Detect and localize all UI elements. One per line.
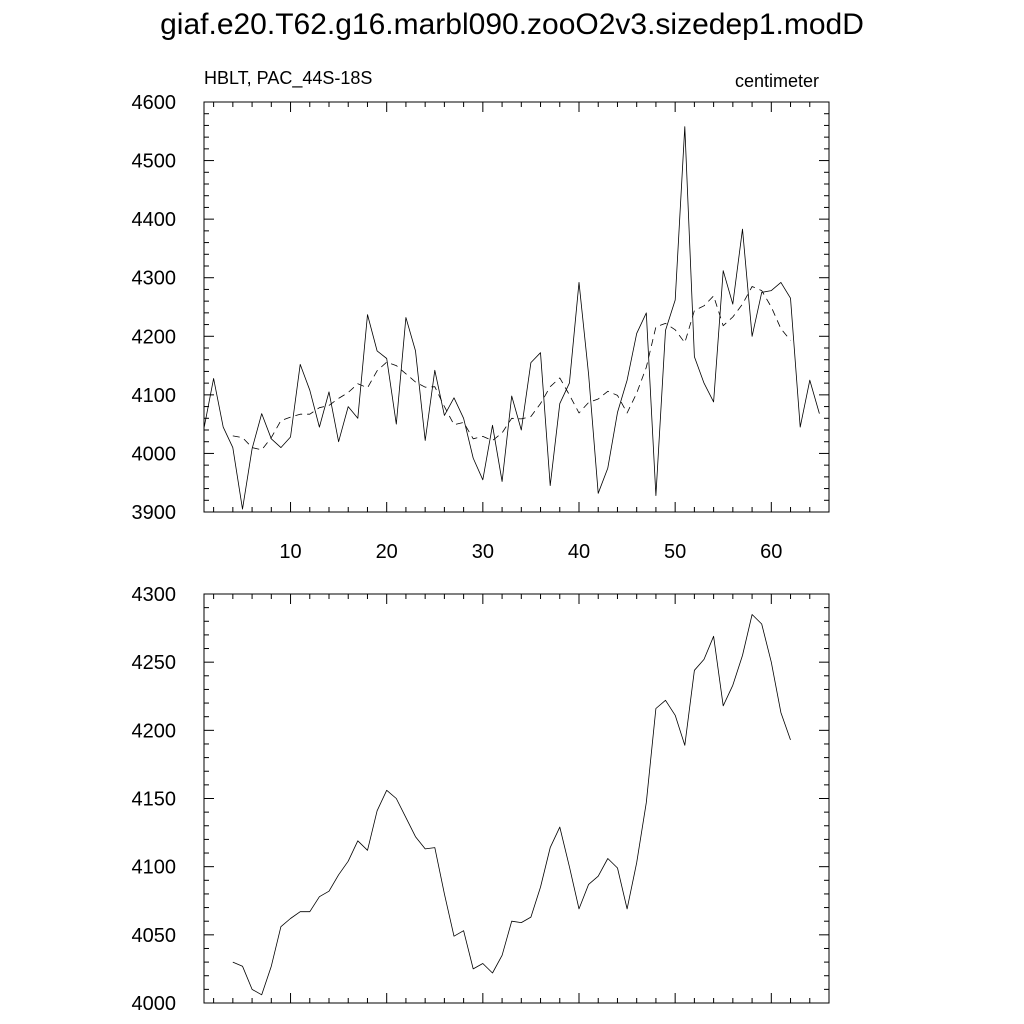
panel-2-y-tick-label: 4050: [131, 924, 176, 947]
panel-2-y-tick-label: 4100: [131, 856, 176, 879]
panel-2-y-tick-label: 4250: [131, 652, 176, 675]
panel-1-series-running-mean-line: [233, 287, 791, 450]
panel-2-y-tick-label: 4200: [131, 720, 176, 743]
panel-1-x-tick-label: 40: [567, 541, 591, 563]
panel-1-x-tick-label: 60: [760, 541, 783, 563]
panel-1-y-tick-label: 4100: [131, 384, 176, 407]
panel-1-y-tick-label: 4600: [131, 92, 176, 114]
panel-2-frame: [204, 594, 829, 1003]
panel-1-y-tick-label: 4000: [131, 443, 176, 466]
panel-1-y-tick-label: 4200: [131, 326, 176, 349]
panel-1-x-tick-label: 10: [279, 541, 302, 563]
panel-1-y-tick-label: 4400: [131, 209, 176, 232]
panel-2-y-tick-label: 4300: [131, 584, 176, 606]
panel-1-variable-label: HBLT, PAC_44S-18S: [204, 68, 373, 88]
page-title: giaf.e20.T62.g16.marbl090.zooO2v3.sizedep1.modD: [160, 8, 864, 41]
panel-1-y-tick-label: 4500: [131, 150, 176, 173]
panel-2-y-tick-label: 4150: [131, 788, 176, 811]
panel-1-x-tick-label: 30: [471, 541, 494, 563]
panel-1-x-tick-label: 50: [664, 541, 687, 563]
panel-2-y-tick-label: 4000: [131, 993, 176, 1015]
panel-1-units-label: centimeter: [734, 71, 819, 91]
panel-1-series-line: [204, 127, 819, 510]
panel-1-x-tick-label: 20: [375, 541, 398, 563]
panel-1-y-tick-label: 3900: [131, 502, 176, 524]
panel-2-series-line: [233, 615, 791, 995]
panel-1-frame: [204, 102, 829, 512]
panel-1-y-tick-label: 4300: [131, 267, 176, 290]
